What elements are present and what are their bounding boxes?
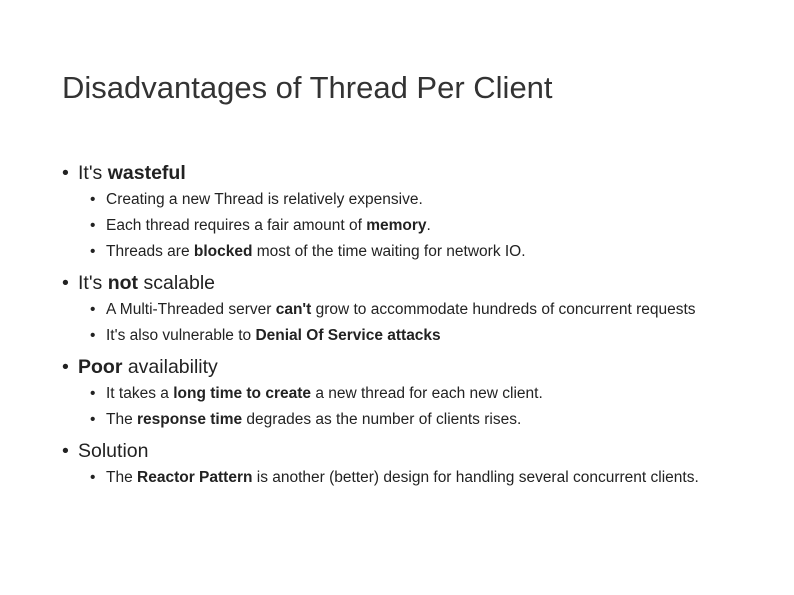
sub-bullet-dos <box>62 326 762 346</box>
heading-pre: It's <box>78 162 108 184</box>
sub-list-solution <box>62 468 762 488</box>
sub-bullet-cant-grow <box>62 300 738 320</box>
item-pre: It's also vulnerable to <box>106 327 256 344</box>
slide-content <box>62 160 762 496</box>
bullet-not-scalable <box>62 270 762 296</box>
item-pre: A Multi-Threaded server <box>106 301 276 318</box>
sub-bullet-blocked <box>62 242 762 262</box>
sub-bullet-memory <box>62 216 762 236</box>
bullet-dot-icon: • <box>62 162 69 184</box>
bullet-dot-icon: • <box>90 411 96 428</box>
heading-post: availability <box>122 356 218 378</box>
bullet-dot-icon: • <box>90 469 96 486</box>
heading-bold: wasteful <box>107 162 186 184</box>
heading-pre: It's <box>78 272 108 294</box>
item-text: Creating a new Thread is relatively expensive. <box>106 191 423 208</box>
item-post: grow to accommodate hundreds of concurrent requests <box>311 301 696 318</box>
bullet-dot-icon: • <box>62 272 69 294</box>
heading-pre: Solution <box>78 440 149 462</box>
item-pre: The <box>106 411 138 428</box>
item-pre: It takes a <box>106 385 174 402</box>
sub-list-wasteful <box>62 190 762 262</box>
item-bold: can't <box>275 301 312 318</box>
sub-bullet-response-time <box>62 410 762 430</box>
bullet-dot-icon: • <box>90 191 96 208</box>
bullet-dot-icon: • <box>62 356 69 378</box>
sub-bullet-long-time <box>62 384 762 404</box>
heading-bold: not <box>107 272 139 294</box>
slide-title: Disadvantages of Thread Per Client <box>62 70 553 105</box>
item-bold: Denial Of Service attacks <box>255 327 441 344</box>
item-post: is another (better) design for handling several concurrent clients. <box>252 469 699 486</box>
item-post: most of the time waiting for network IO. <box>252 243 526 260</box>
item-bold: long time to create <box>173 385 312 402</box>
heading-bold: Poor <box>78 356 123 378</box>
item-post: a new thread for each new client. <box>311 385 543 402</box>
bullet-dot-icon: • <box>62 440 69 462</box>
sub-bullet-thread-expensive <box>62 190 762 210</box>
item-pre: Threads are <box>106 243 194 260</box>
bullet-wasteful <box>62 160 762 186</box>
bullet-dot-icon: • <box>90 301 96 318</box>
bullet-solution <box>62 438 762 464</box>
item-post: degrades as the number of clients rises. <box>242 411 522 428</box>
item-post: . <box>426 217 431 234</box>
item-bold: response time <box>137 411 243 428</box>
bullet-dot-icon: • <box>90 327 96 344</box>
bullet-poor-availability <box>62 354 762 380</box>
item-bold: Reactor Pattern <box>137 469 253 486</box>
item-bold: blocked <box>193 243 253 260</box>
sub-bullet-reactor-pattern <box>62 468 738 488</box>
bullet-dot-icon: • <box>90 385 96 402</box>
bullet-dot-icon: • <box>90 217 96 234</box>
item-pre: Each thread requires a fair amount of <box>106 217 367 234</box>
bullet-dot-icon: • <box>90 243 96 260</box>
sub-list-poor-availability <box>62 384 762 430</box>
sub-list-not-scalable <box>62 300 762 346</box>
heading-post: scalable <box>138 272 216 294</box>
item-bold: memory <box>366 217 427 234</box>
item-pre: The <box>106 469 138 486</box>
